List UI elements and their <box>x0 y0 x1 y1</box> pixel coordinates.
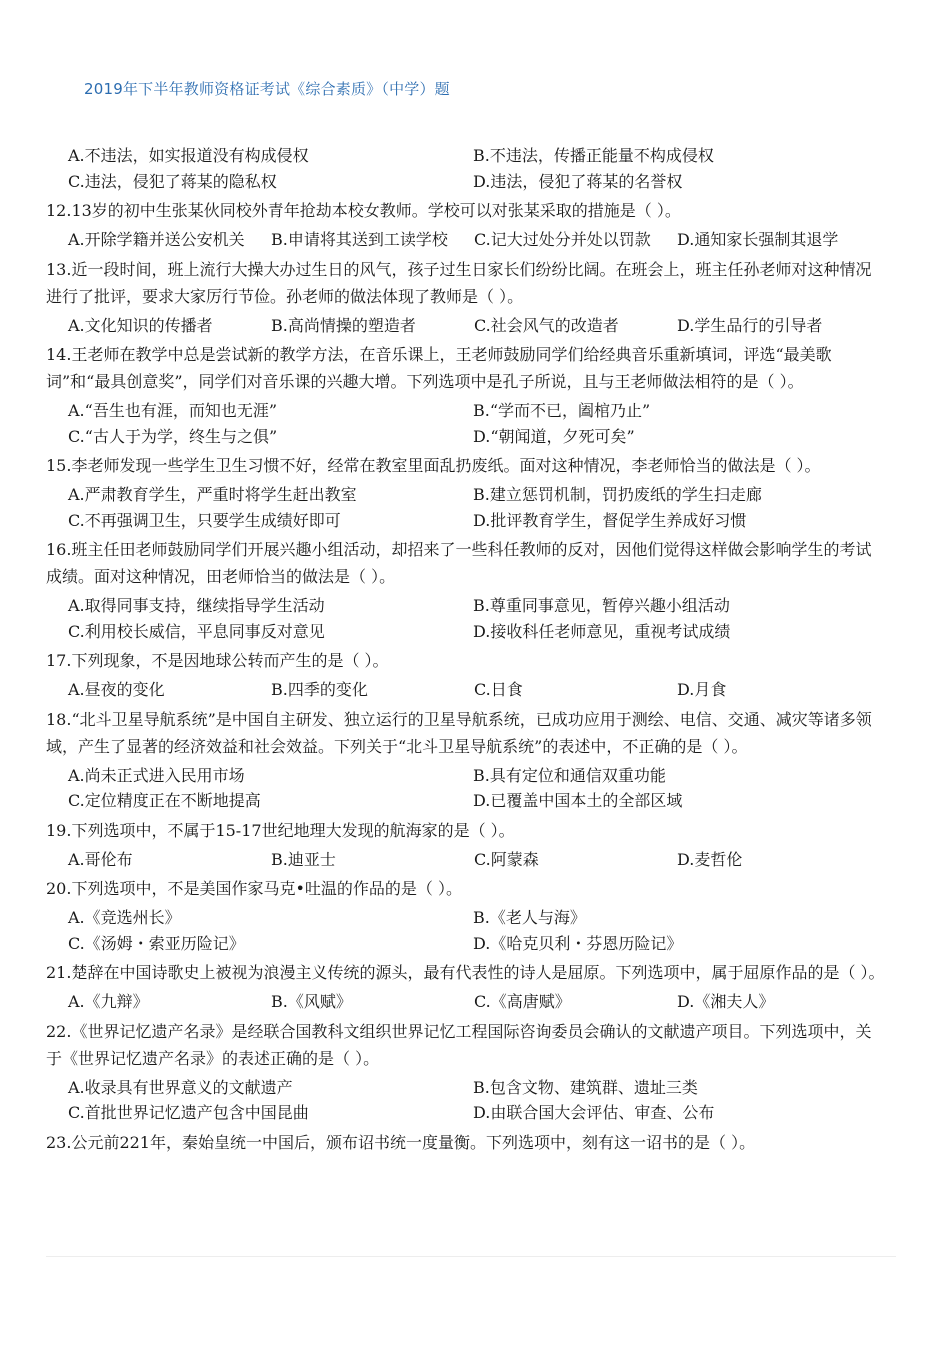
question-block <box>46 536 886 644</box>
option-c: C.《汤姆・索亚历险记》 <box>68 933 245 953</box>
question-options <box>68 763 886 814</box>
option-c: C.违法，侵犯了蒋某的隐私权 <box>68 171 277 191</box>
question-stem: 18.“北斗卫星导航系统”是中国自主研发、独立运行的卫星导航系统，已成功应用于测绘、电信、交通、减灾等诸多领域，产生了显著的经济效益和社会效益。下列关于“北斗卫星导航系统”的表述中，不正确的是（ ）。 <box>46 709 872 756</box>
page-header-title: 2019年下半年教师资格证考试《综合素质》（中学）题 <box>84 80 450 98</box>
option-b: B.迪亚士 <box>271 849 336 869</box>
option-c: C.定位精度正在不断地提高 <box>68 791 261 810</box>
option-a: A.不违法，如实报道没有构成侵权 <box>68 146 309 165</box>
question-options <box>68 677 886 703</box>
option-d: D.《哈克贝利・芬恩历险记》 <box>473 933 683 953</box>
question-stem: 21.楚辞在中国诗歌史上被视为浪漫主义传统的源头，最有代表性的诗人是屈原。下列选项中，属于屈原作品的是（ ）。 <box>46 963 885 982</box>
option-a: A.开除学籍并送公安机关 <box>68 230 245 249</box>
option-d: D.接收科任老师意见，重视考试成绩 <box>473 621 731 641</box>
question-11-options <box>68 143 886 194</box>
question-block <box>46 452 886 533</box>
question-block <box>46 1018 886 1126</box>
option-d: D.通知家长强制其退学 <box>677 230 839 249</box>
option-b: B.“学而不已，阖棺乃止” <box>473 401 651 420</box>
question-stem: 22.《世界记忆遗产名录》是经联合国教科文组织世界记忆工程国际咨询委员会确认的文献遗产项目。下列选项中，关于《世界记忆遗产名录》的表述正确的是（ ）。 <box>46 1021 872 1068</box>
question-options <box>68 398 886 449</box>
question-block <box>46 341 886 449</box>
option-a: A.文化知识的传播者 <box>68 315 213 335</box>
option-b: B.不违法，传播正能量不构成侵权 <box>473 146 714 165</box>
option-b: B.《风赋》 <box>271 992 352 1011</box>
question-options <box>68 1075 886 1126</box>
question-block <box>46 706 886 814</box>
option-a: A.取得同事支持，继续指导学生活动 <box>68 596 325 615</box>
question-stem: 19.下列选项中，不属于15-17世纪地理大发现的航海家的是（ ）。 <box>46 820 515 840</box>
question-stem: 13.近一段时间，班上流行大操大办过生日的风气，孩子过生日家长们纷纷比阔。在班会上，班主任孙老师对这种情况进行了批评，要求大家厉行节俭。孙老师的做法体现了教师是（ ）。 <box>46 259 872 306</box>
question-options <box>68 482 886 533</box>
option-d: D.已覆盖中国本土的全部区域 <box>473 791 683 810</box>
question-stem: 20.下列选项中，不是美国作家马克•吐温的作品的是（ ）。 <box>46 879 462 898</box>
question-block <box>46 256 886 339</box>
option-a: A.哥伦布 <box>68 849 133 869</box>
option-c: C.日食 <box>474 680 523 699</box>
option-b: B.包含文物、建筑群、遗址三类 <box>473 1077 698 1097</box>
question-options <box>68 847 886 873</box>
option-c: C.阿蒙森 <box>474 849 539 869</box>
option-d: D.“朝闻道，夕死可矣” <box>473 426 635 446</box>
option-c: C.记大过处分并处以罚款 <box>474 230 651 249</box>
option-c: C.首批世界记忆遗产包含中国昆曲 <box>68 1103 309 1122</box>
question-options <box>68 313 886 339</box>
question-block <box>46 817 886 873</box>
option-d: D.月食 <box>677 680 727 699</box>
option-a: A.昼夜的变化 <box>68 680 165 699</box>
question-block <box>46 1129 886 1156</box>
question-options <box>68 905 886 956</box>
question-block <box>46 647 886 703</box>
question-stem: 23.公元前221年，秦始皇统一中国后，颁布诏书统一度量衡。下列选项中，刻有这一诏书的是（ ）。 <box>46 1132 756 1152</box>
question-options <box>68 989 886 1015</box>
option-c: C.“古人于为学，终生与之俱” <box>68 426 278 446</box>
option-d: D.麦哲伦 <box>677 849 743 869</box>
option-d: D.由联合国大会评估、审查、公布 <box>473 1103 715 1122</box>
option-d: D.学生品行的引导者 <box>677 315 823 335</box>
option-a: A.严肃教育学生，严重时将学生赶出教室 <box>68 485 357 504</box>
question-block <box>46 875 886 956</box>
option-a: A.尚未正式进入民用市场 <box>68 765 245 785</box>
option-b: B.高尚情操的塑造者 <box>271 315 416 335</box>
option-a: A.收录具有世界意义的文献遗产 <box>68 1077 293 1097</box>
option-b: B.具有定位和通信双重功能 <box>473 765 666 785</box>
option-c: C.社会风气的改造者 <box>474 315 619 335</box>
question-options <box>68 593 886 644</box>
question-stem: 17.下列现象，不是因地球公转而产生的是（ ）。 <box>46 651 389 670</box>
question-stem: 16.班主任田老师鼓励同学们开展兴趣小组活动，却招来了一些科任教师的反对，因他们觉得这样做会影响学生的考试成绩。面对这种情况，田老师恰当的做法是（ ）。 <box>46 540 872 586</box>
option-b: B.尊重同事意见，暂停兴趣小组活动 <box>473 596 730 615</box>
option-b: B.《老人与海》 <box>473 908 586 927</box>
option-d: D.违法，侵犯了蒋某的名誉权 <box>473 171 683 191</box>
question-options <box>68 227 886 253</box>
option-b: B.建立惩罚机制，罚扔废纸的学生扫走廊 <box>473 485 762 504</box>
question-block <box>46 197 886 253</box>
option-a: A.“吾生也有涯，而知也无涯” <box>68 401 278 420</box>
question-list <box>46 143 886 1156</box>
option-c: C.利用校长威信，平息同事反对意见 <box>68 621 325 641</box>
option-b: B.四季的变化 <box>271 680 368 699</box>
option-c: C.《高唐赋》 <box>474 992 571 1011</box>
option-a: A.《竞选州长》 <box>68 908 181 927</box>
question-stem: 14.王老师在教学中总是尝试新的教学方法，在音乐课上，王老师鼓励同学们给经典音乐重新填词，评选“最美歌词”和“最具创意奖”，同学们对音乐课的兴趣大增。下列选项中是孔子所说，且与王老师做法相符的是（ ）。 <box>46 345 832 391</box>
option-a: A.《九辩》 <box>68 992 149 1011</box>
question-block <box>46 959 886 1015</box>
option-d: D.批评教育学生，督促学生养成好习惯 <box>473 510 747 530</box>
question-stem: 12.13岁的初中生张某伙同校外青年抢劫本校女教师。学校可以对张某采取的措施是（ ）。 <box>46 201 681 220</box>
option-d: D.《湘夫人》 <box>677 992 775 1011</box>
option-c: C.不再强调卫生，只要学生成绩好即可 <box>68 510 341 530</box>
footer-divider <box>46 1256 896 1257</box>
question-stem: 15.李老师发现一些学生卫生习惯不好，经常在教室里面乱扔废纸。面对这种情况，李老师恰当的做法是（ ）。 <box>46 456 821 475</box>
option-b: B.申请将其送到工读学校 <box>271 230 448 249</box>
